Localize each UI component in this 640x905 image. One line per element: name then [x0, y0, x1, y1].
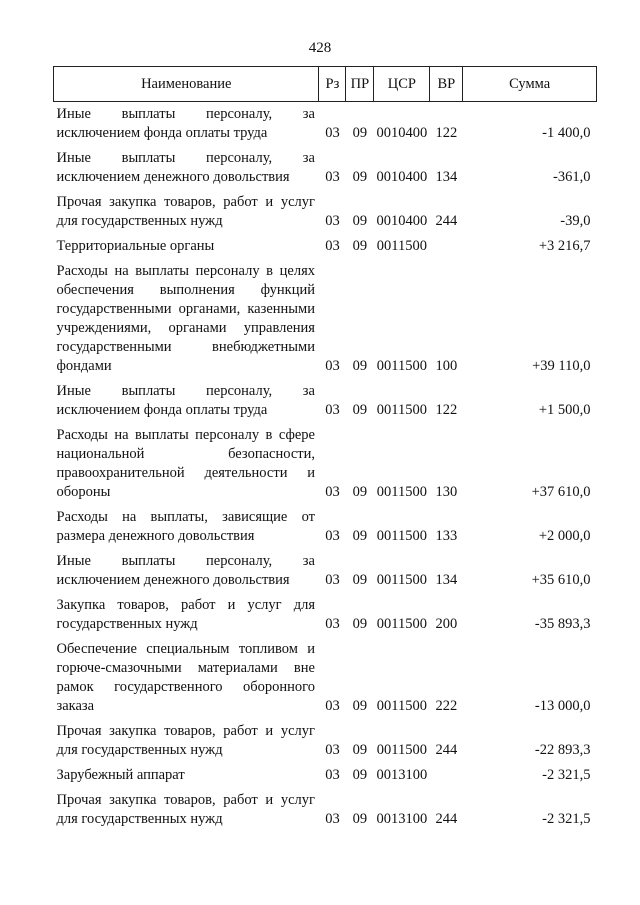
table-row: [54, 549, 597, 593]
row-name: Иные выплаты персоналу, за исключением фонда оплаты труда: [56, 106, 315, 141]
row-rz: 03: [325, 358, 340, 374]
row-name: Зарубежный аппарат: [56, 767, 185, 783]
table-row: [54, 146, 597, 190]
header-csr: ЦСР: [374, 67, 430, 102]
row-pr: 09: [352, 767, 368, 783]
header-pr: ПР: [346, 67, 374, 102]
row-vr: 122: [435, 125, 458, 141]
row-pr: 09: [352, 528, 368, 544]
row-rz: 03: [325, 811, 340, 827]
row-vr: [430, 763, 463, 788]
row-name: Прочая закупка товаров, работ и услуг для государственных нужд: [56, 194, 315, 229]
row-sum: -361,0: [553, 169, 591, 185]
row-pr: 09: [352, 213, 368, 229]
row-rz: 03: [325, 125, 340, 141]
row-name: Расходы на выплаты персоналу в целях обеспечения выполнения функций государственными органами, казенными учреждениями, органами управления государственными внебюджетными фондами: [56, 263, 315, 374]
row-csr: 0011500: [376, 528, 427, 544]
row-name: Территориальные органы: [56, 238, 215, 254]
row-vr: 200: [435, 616, 458, 632]
row-csr: 0011500: [376, 358, 427, 374]
row-name: Обеспечение специальным топливом и горюче-смазочными материалами вне рамок государственного оборонного заказа: [56, 641, 315, 714]
row-pr: 09: [352, 616, 368, 632]
row-rz: 03: [325, 742, 340, 758]
table-row: [54, 505, 597, 549]
row-csr: 0011500: [376, 484, 427, 500]
row-sum: +3 216,7: [538, 238, 591, 254]
row-vr: 244: [435, 742, 458, 758]
row-csr: 0011500: [376, 402, 427, 418]
row-pr: 09: [352, 238, 368, 254]
table-row: [54, 102, 597, 147]
row-csr: 0010400: [376, 213, 428, 229]
row-vr: 130: [435, 484, 458, 500]
row-vr: 244: [435, 213, 458, 229]
table-row: [54, 593, 597, 637]
row-sum: -13 000,0: [534, 698, 591, 714]
row-sum: +1 500,0: [538, 402, 591, 418]
row-sum: -39,0: [560, 213, 591, 229]
row-rz: 03: [325, 169, 340, 185]
table-row: [54, 423, 597, 505]
budget-table: [53, 66, 597, 832]
row-sum: -1 400,0: [542, 125, 591, 141]
row-sum: -22 893,3: [534, 742, 591, 758]
row-csr: 0011500: [376, 572, 427, 588]
table-body: [54, 102, 597, 833]
row-pr: 09: [352, 358, 368, 374]
row-rz: 03: [325, 402, 340, 418]
header-vr: ВР: [430, 67, 463, 102]
row-pr: 09: [352, 402, 368, 418]
row-csr: 0013100: [376, 811, 428, 827]
table-header-row: [54, 67, 597, 102]
row-csr: 0011500: [376, 742, 427, 758]
row-csr: 0011500: [376, 616, 427, 632]
table-row: [54, 637, 597, 719]
row-name: Расходы на выплаты персоналу в сфере национальной безопасности, правоохранительной деятельности и обороны: [56, 427, 315, 500]
row-name: Иные выплаты персоналу, за исключением фонда оплаты труда: [56, 383, 315, 418]
row-sum: -2 321,5: [542, 811, 591, 827]
row-rz: 03: [325, 238, 340, 254]
row-csr: 0010400: [376, 169, 428, 185]
row-pr: 09: [352, 484, 368, 500]
row-sum: -35 893,3: [534, 616, 591, 632]
row-name: Прочая закупка товаров, работ и услуг для государственных нужд: [56, 723, 315, 758]
row-name: Расходы на выплаты, зависящие от размера денежного довольствия: [56, 509, 315, 544]
row-pr: 09: [352, 125, 368, 141]
page-number: 428: [308, 40, 332, 56]
header-sum: Сумма: [463, 67, 597, 102]
table-row: [54, 234, 597, 259]
row-sum: +2 000,0: [538, 528, 591, 544]
row-rz: 03: [325, 213, 340, 229]
row-vr: [430, 234, 463, 259]
row-pr: 09: [352, 811, 368, 827]
row-vr: 133: [435, 528, 458, 544]
header-rz: Рз: [319, 67, 346, 102]
row-vr: 222: [435, 698, 458, 714]
row-rz: 03: [325, 616, 340, 632]
row-name: Иные выплаты персоналу, за исключением денежного довольствия: [56, 553, 315, 588]
row-pr: 09: [352, 572, 368, 588]
row-rz: 03: [325, 767, 340, 783]
table-row: [54, 719, 597, 763]
row-vr: 100: [435, 358, 458, 374]
row-rz: 03: [325, 572, 340, 588]
row-name: Иные выплаты персоналу, за исключением денежного довольствия: [56, 150, 315, 185]
table-row: [54, 788, 597, 832]
row-rz: 03: [325, 528, 340, 544]
table-row: [54, 259, 597, 379]
table-row: [54, 763, 597, 788]
row-pr: 09: [352, 698, 368, 714]
row-vr: 134: [435, 572, 458, 588]
row-csr: 0010400: [376, 125, 428, 141]
table-row: [54, 379, 597, 423]
row-vr: 122: [435, 402, 458, 418]
row-pr: 09: [352, 169, 368, 185]
row-pr: 09: [352, 742, 368, 758]
row-vr: 244: [435, 811, 458, 827]
row-csr: 0011500: [376, 238, 427, 254]
row-rz: 03: [325, 698, 340, 714]
row-csr: 0013100: [376, 767, 428, 783]
table-row: [54, 190, 597, 234]
row-sum: +39 110,0: [532, 358, 591, 374]
row-name: Закупка товаров, работ и услуг для государственных нужд: [56, 597, 315, 632]
row-sum: -2 321,5: [542, 767, 591, 783]
row-sum: +37 610,0: [531, 484, 591, 500]
row-name: Прочая закупка товаров, работ и услуг для государственных нужд: [56, 792, 315, 827]
row-vr: 134: [435, 169, 458, 185]
header-name: Наименование: [54, 67, 319, 102]
row-sum: +35 610,0: [531, 572, 591, 588]
row-csr: 0011500: [376, 698, 427, 714]
row-rz: 03: [325, 484, 340, 500]
